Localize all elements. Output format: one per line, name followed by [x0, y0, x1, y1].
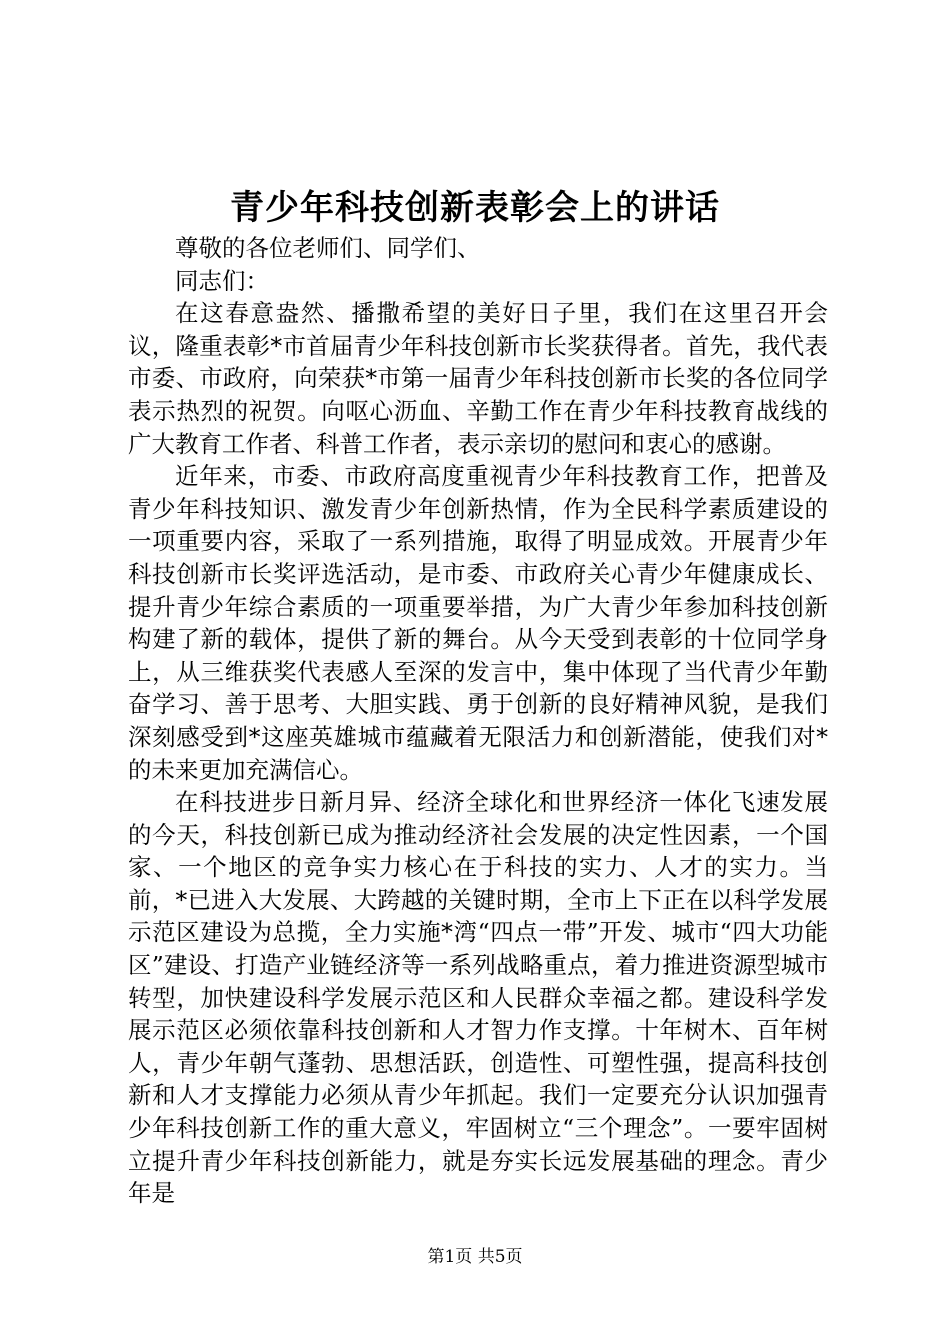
- body-paragraph: 近年来，市委、市政府高度重视青少年科技教育工作，把普及青少年科技知识、激发青少年创新热情，作为全民科学素质建设的一项重要内容，采取了一系列措施，取得了明显成效。开展青少年科技创新市长奖评选活动，是市委、市政府关心青少年健康成长、提升青少年综合素质的一项重要举措，为广大青少年参加科技创新构建了新的载体，提供了新的舞台。从今天受到表彰的十位同学身上，从三维获奖代表感人至深的发言中，集中体现了当代青少年勤奋学习、善于思考、大胆实践、勇于创新的良好精神风貌，是我们深刻感受到*这座英雄城市蕴藏着无限活力和创新潜能，使我们对*的未来更加充满信心。: [128, 462, 828, 784]
- salutation-line: 同志们：: [175, 266, 269, 295]
- body-paragraph: 在科技进步日新月异、经济全球化和世界经济一体化飞速发展的今天，科技创新已成为推动经济社会发展的决定性因素，一个国家、一个地区的竞争实力核心在于科技的实力、人才的实力。当前，*已进入大发展、大跨越的关键时期，全市上下正在以科学发展示范区建设为总揽，全力实施*湾“四点一带”开发、城市“四大功能区”建设、打造产业链经济等一系列战略重点，着力推进资源型城市转型，加快建设科学发展示范区和人民群众幸福之都。建设科学发展示范区必须依靠科技创新和人才智力作支撑。十年树木、百年树人，青少年朝气蓬勃、思想活跃，创造性、可塑性强，提高科技创新和人才支撑能力必须从青少年抓起。我们一定要充分认识加强青少年科技创新工作的重大意义，牢固树立“三个理念”。一要牢固树立提升青少年科技创新能力，就是夯实长远发展基础的理念。青少年是: [128, 788, 828, 1208]
- page-footer: 第1页 共5页: [427, 1247, 523, 1267]
- body-paragraph: 在这春意盎然、播撒希望的美好日子里，我们在这里召开会议，隆重表彰*市首届青少年科技创新市长奖获得者。首先，我代表市委、市政府，向荣获*市第一届青少年科技创新市长奖的各位同学表示热烈的祝贺。向呕心沥血、辛勤工作在青少年科技教育战线的广大教育工作者、科普工作者，表示亲切的慰问和衷心的感谢。: [128, 299, 828, 458]
- document-body: [128, 232, 828, 1210]
- document-title: 青少年科技创新表彰会上的讲话: [230, 188, 720, 228]
- salutation-line: 尊敬的各位老师们、同学们、: [175, 234, 481, 262]
